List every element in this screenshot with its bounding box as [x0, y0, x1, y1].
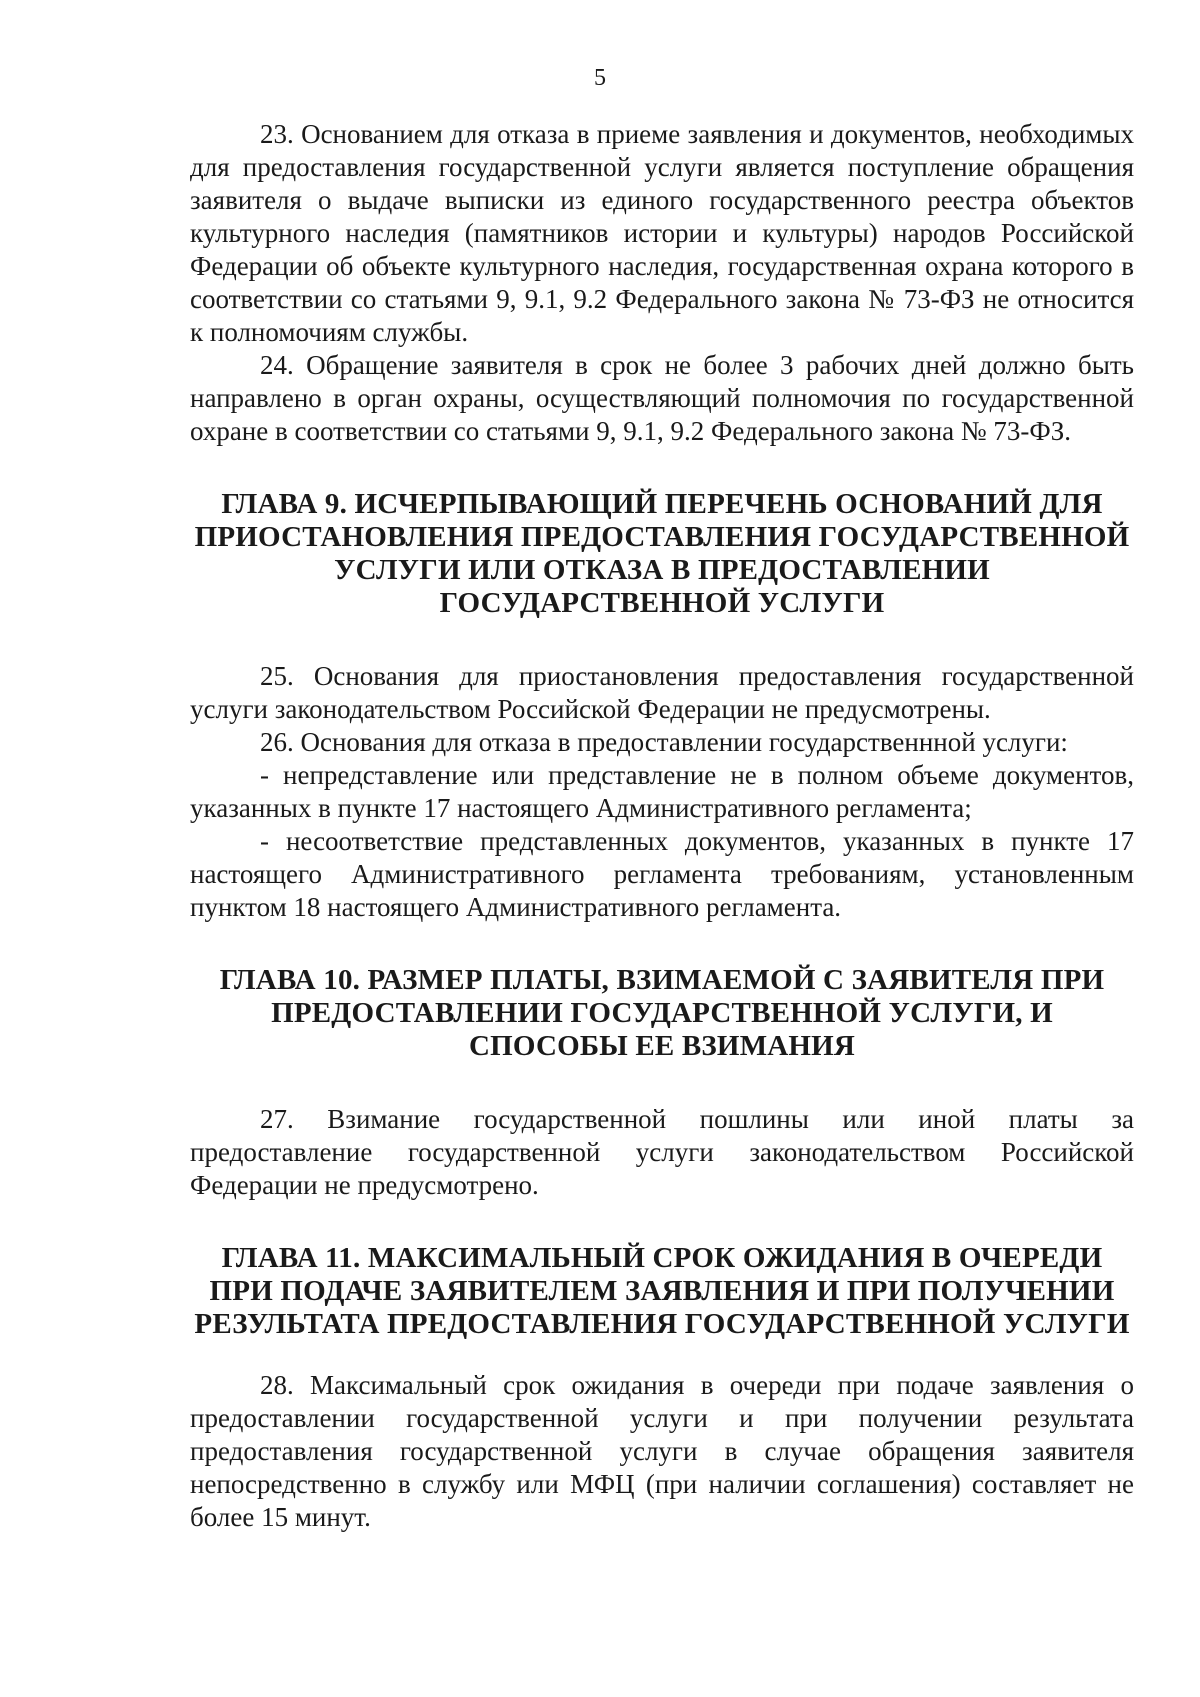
chapter-10-heading: ГЛАВА 10. РАЗМЕР ПЛАТЫ, ВЗИМАЕМОЙ С ЗАЯВИТЕЛЯ ПРИ ПРЕДОСТАВЛЕНИИ ГОСУДАРСТВЕННОЙ УСЛУГИ, И СПОСОБЫ ЕЕ ВЗИМАНИЯ — [219, 964, 1105, 1062]
page-content — [190, 118, 1134, 1534]
paragraph-24: 24. Обращение заявителя в срок не более 3 рабочих дней должно быть направлено в орган охраны, осуществляющий полномочия по государственной охране в соответствии со статьями 9, 9.1, 9.2 Федерального закона № 73-ФЗ. — [190, 350, 1134, 446]
paragraph-26-item-2: - несоответствие представленных документов, указанных в пункте 17 настоящего Административного регламента требованиям, установленным пунктом 18 настоящего Административного регламента. — [190, 826, 1134, 922]
paragraph-27: 27. Взимание государственной пошлины или иной платы за предоставление государственной услуги законодательством Российской Федерации не предусмотрено. — [190, 1104, 1134, 1200]
chapter-9-heading: ГЛАВА 9. ИСЧЕРПЫВАЮЩИЙ ПЕРЕЧЕНЬ ОСНОВАНИЙ ДЛЯ ПРИОСТАНОВЛЕНИЯ ПРЕДОСТАВЛЕНИЯ ГОСУДАРСТВЕННОЙ УСЛУГИ ИЛИ ОТКАЗА В ПРЕДОСТАВЛЕНИИ ГОСУДАРСТВЕННОЙ УСЛУГИ — [194, 488, 1130, 619]
paragraph-26-item-1: - непредставление или представление не в полном объеме документов, указанных в пункте 17 настоящего Административного регламента; — [190, 760, 1134, 823]
chapter-11-heading: ГЛАВА 11. МАКСИМАЛЬНЫЙ СРОК ОЖИДАНИЯ В ОЧЕРЕДИ ПРИ ПОДАЧЕ ЗАЯВИТЕЛЕМ ЗАЯВЛЕНИЯ И ПРИ ПОЛУЧЕНИИ РЕЗУЛЬТАТА ПРЕДОСТАВЛЕНИЯ ГОСУДАРСТВЕННОЙ УСЛУГИ — [194, 1242, 1130, 1340]
page-number: 5 — [594, 65, 606, 91]
paragraph-26: 26. Основания для отказа в предоставлении государственнной услуги: — [260, 727, 1068, 757]
paragraph-23: 23. Основанием для отказа в приеме заявления и документов, необходимых для предоставления государственной услуги является поступление обращения заявителя о выдаче выписки из единого государственного реестра объектов культурного наследия (памятников истории и культуры) народов Российской Федерации об объекте культурного наследия, государственная охрана которого в соответствии со статьями 9, 9.1, 9.2 Федерального закона № 73-ФЗ не относится к полномочиям службы. — [190, 119, 1134, 347]
paragraph-25: 25. Основания для приостановления предоставления государственной услуги законодательством Российской Федерации не предусмотрены. — [190, 661, 1134, 724]
paragraph-28: 28. Максимальный срок ожидания в очереди при подаче заявления о предоставлении государственной услуги и при получении результата предоставления государственной услуги в случае обращения заявителя непосредственно в службу или МФЦ (при наличии соглашения) составляет не более 15 минут. — [190, 1370, 1134, 1532]
